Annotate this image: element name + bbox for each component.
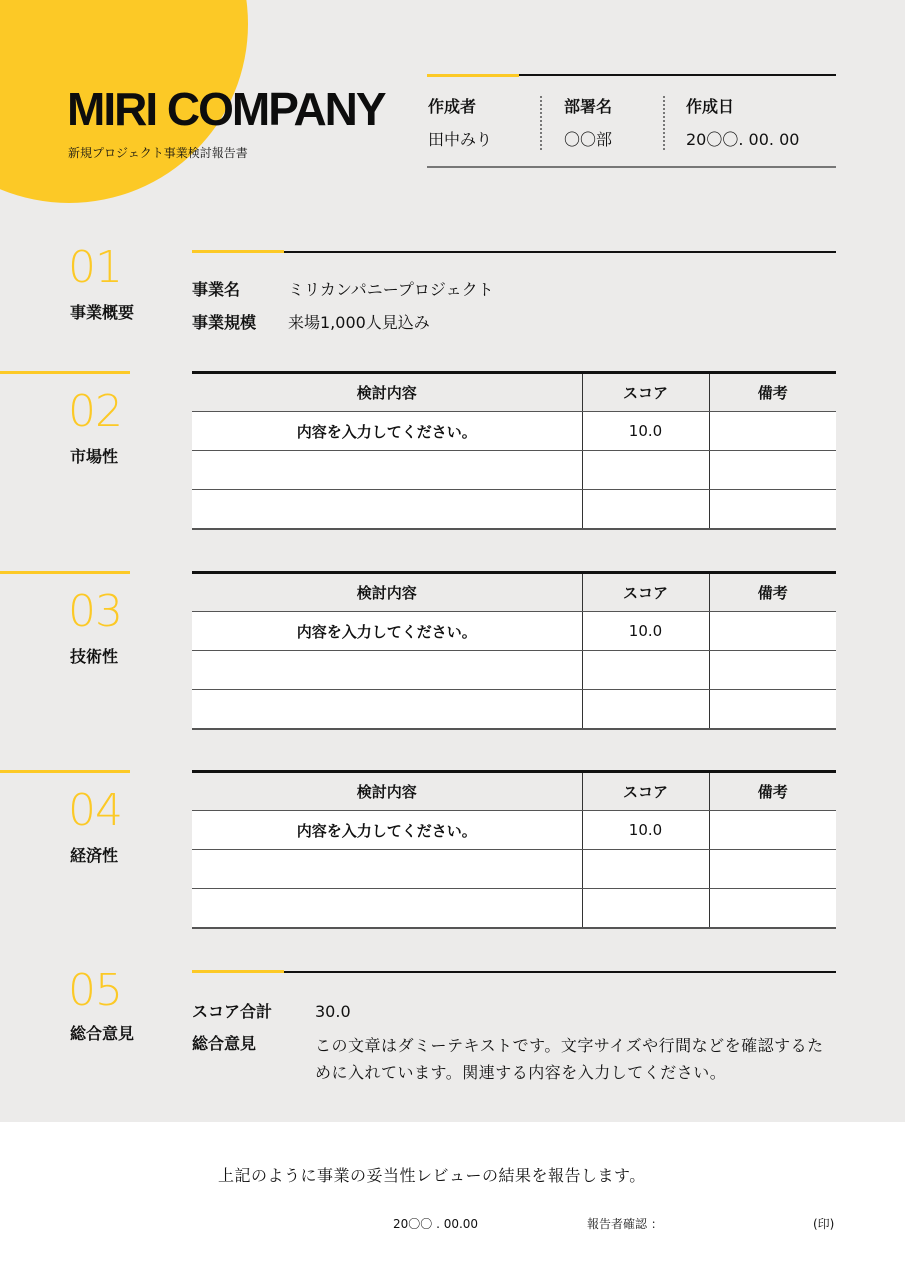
report-subtitle: 新規プロジェクト事業検討報告書 xyxy=(68,146,248,160)
meta-divider xyxy=(540,96,542,150)
table-row xyxy=(192,889,836,928)
section-number-03: 03 xyxy=(68,586,122,637)
technology-table xyxy=(192,571,836,730)
table-row xyxy=(192,811,836,850)
section-accent-line xyxy=(192,250,284,253)
header-note: 備考 xyxy=(709,573,836,612)
footer-date: 20〇〇 . 00.00 xyxy=(393,1217,479,1231)
header-content: 検討内容 xyxy=(192,373,582,412)
business-name-value: ミリカンパニープロジェクト xyxy=(288,280,494,299)
section-label-market: 市場性 xyxy=(70,447,119,466)
header-note: 備考 xyxy=(709,772,836,811)
meta-author-label: 作成者 xyxy=(428,97,477,116)
cell-note[interactable] xyxy=(709,811,836,850)
meta-box xyxy=(427,74,836,168)
opinion-key xyxy=(192,1031,256,1054)
cell-note[interactable] xyxy=(709,490,836,529)
meta-top-line xyxy=(519,74,836,76)
cell-content[interactable]: 内容を入力してください。 xyxy=(192,612,582,651)
meta-department xyxy=(564,94,612,150)
meta-date xyxy=(686,94,799,150)
score-total-row xyxy=(192,999,351,1022)
cell-score[interactable] xyxy=(582,850,709,889)
economy-table xyxy=(192,770,836,929)
cell-content[interactable] xyxy=(192,490,582,529)
section-number-01: 01 xyxy=(68,242,122,293)
business-scale-key: 事業規模 xyxy=(192,313,257,332)
table-row xyxy=(192,690,836,729)
seal-mark: (印) xyxy=(813,1217,835,1231)
header-score: スコア xyxy=(582,772,709,811)
cell-note[interactable] xyxy=(709,412,836,451)
opinion-text: この文章はダミーテキストです。文字サイズや行間などを確認するために入れています。関連する内容を入力してください。 xyxy=(315,1036,824,1082)
section-left-accent xyxy=(0,571,130,574)
header-score: スコア xyxy=(582,373,709,412)
business-scale-value: 来場1,000人見込み xyxy=(288,313,430,332)
section-label-overall: 総合意見 xyxy=(70,1024,135,1043)
cell-content[interactable] xyxy=(192,451,582,490)
cell-note[interactable] xyxy=(709,850,836,889)
opinion-key-label: 総合意見 xyxy=(192,1034,257,1053)
cell-content[interactable]: 内容を入力してください。 xyxy=(192,811,582,850)
section-label-overview: 事業概要 xyxy=(70,303,135,322)
section-left-accent xyxy=(0,770,130,773)
section-left-accent xyxy=(0,371,130,374)
meta-date-value: 20〇〇. 00. 00 xyxy=(686,130,800,149)
table-row xyxy=(192,451,836,490)
cell-content[interactable] xyxy=(192,651,582,690)
table-header-row xyxy=(192,573,836,612)
table-header-row xyxy=(192,373,836,412)
meta-divider xyxy=(663,96,665,150)
company-name: MIRI COMPANY xyxy=(67,83,385,135)
cell-score[interactable] xyxy=(582,690,709,729)
score-total-key: スコア合計 xyxy=(192,1002,273,1021)
market-table xyxy=(192,371,836,530)
meta-department-value: 〇〇部 xyxy=(564,130,613,149)
business-scale-row xyxy=(192,310,430,333)
cell-note[interactable] xyxy=(709,451,836,490)
footer xyxy=(0,1122,905,1280)
business-name-row xyxy=(192,277,494,300)
table-row xyxy=(192,412,836,451)
cell-content[interactable] xyxy=(192,850,582,889)
cell-score[interactable] xyxy=(582,490,709,529)
meta-author-value: 田中みり xyxy=(428,130,493,149)
section-label-technology: 技術性 xyxy=(70,647,119,666)
cell-content[interactable] xyxy=(192,889,582,928)
meta-accent-line xyxy=(427,74,519,77)
section-number-02: 02 xyxy=(68,386,122,437)
section-rule xyxy=(284,971,836,973)
section-accent-line xyxy=(192,970,284,973)
meta-author xyxy=(428,94,492,150)
reporter-confirmation-label: 報告者確認 ： xyxy=(587,1217,663,1231)
footer-statement: 上記のように事業の妥当性レビューの結果を報告します。 xyxy=(218,1166,646,1185)
section-number-05: 05 xyxy=(68,965,122,1016)
cell-note[interactable] xyxy=(709,612,836,651)
cell-note[interactable] xyxy=(709,651,836,690)
section-label-economy: 経済性 xyxy=(70,846,119,865)
cell-score[interactable] xyxy=(582,651,709,690)
cell-score[interactable] xyxy=(582,451,709,490)
cell-content[interactable]: 内容を入力してください。 xyxy=(192,412,582,451)
table-row xyxy=(192,612,836,651)
header-content: 検討内容 xyxy=(192,573,582,612)
meta-department-label: 部署名 xyxy=(564,97,613,116)
header-score: スコア xyxy=(582,573,709,612)
table-row xyxy=(192,490,836,529)
table-row xyxy=(192,651,836,690)
cell-note[interactable] xyxy=(709,690,836,729)
section-number-04: 04 xyxy=(68,785,122,836)
header-note: 備考 xyxy=(709,373,836,412)
cell-note[interactable] xyxy=(709,889,836,928)
score-total-value: 30.0 xyxy=(315,1002,351,1021)
business-name-key: 事業名 xyxy=(192,280,241,299)
cell-content[interactable] xyxy=(192,690,582,729)
meta-bottom-line xyxy=(427,166,836,168)
cell-score[interactable]: 10.0 xyxy=(582,612,709,651)
meta-date-label: 作成日 xyxy=(686,97,735,116)
header-content: 検討内容 xyxy=(192,772,582,811)
table-row xyxy=(192,850,836,889)
cell-score[interactable]: 10.0 xyxy=(582,412,709,451)
cell-score[interactable] xyxy=(582,889,709,928)
cell-score[interactable]: 10.0 xyxy=(582,811,709,850)
table-header-row xyxy=(192,772,836,811)
section-rule xyxy=(284,251,836,253)
